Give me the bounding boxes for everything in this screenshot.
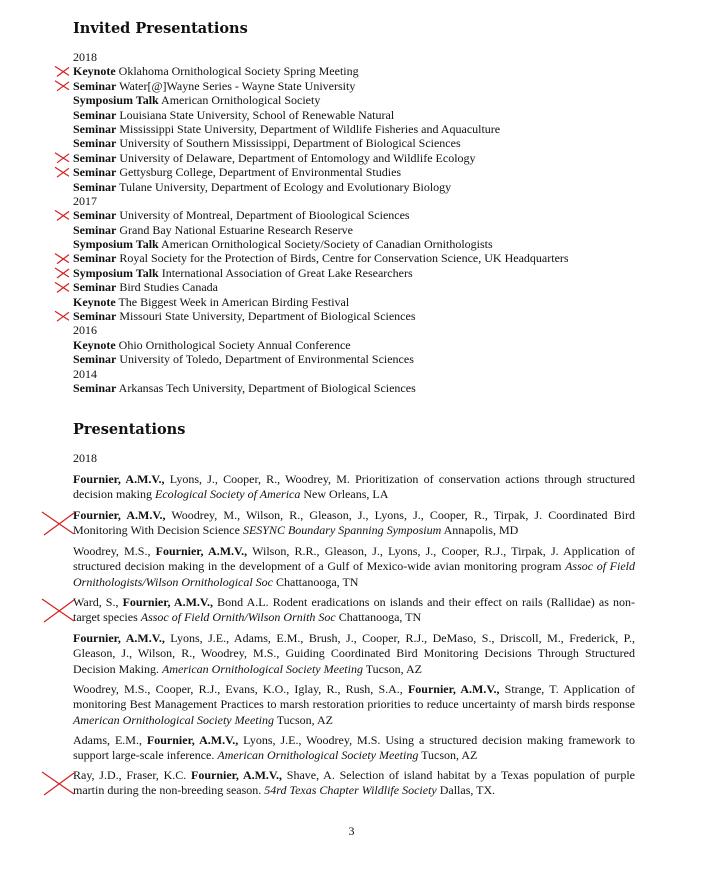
year-label: 2018 <box>73 50 97 64</box>
invited-item <box>73 165 653 179</box>
entry-text: New Orleans, LA <box>300 487 389 502</box>
red-cross-mark <box>42 772 74 795</box>
invited-item <box>73 295 653 309</box>
year-label: 2016 <box>73 323 97 338</box>
invited-heading: Invited Presentations <box>73 20 248 37</box>
venue-name: 54rd Texas Chapter Wildlife Society <box>264 783 437 798</box>
entry-text: Ray, J.D., Fraser, K.C. <box>73 768 191 782</box>
presentation-entry <box>73 682 635 728</box>
author-self: Fournier, A.M.V., <box>122 595 214 609</box>
invited-item <box>73 180 653 194</box>
presentation-venue: International Association of Great Lake Researchers <box>158 265 413 280</box>
red-cross-mark <box>55 81 69 91</box>
presentation-venue: Missouri State University, Department of Biological Sciences <box>116 309 416 324</box>
presentation-venue: Ohio Ornithological Society Annual Conference <box>115 337 351 352</box>
venue-name: Assoc of Field Ornith/Wilson Ornith Soc <box>140 610 336 625</box>
author-self: Fournier, A.M.V., <box>73 508 166 522</box>
red-cross-mark <box>42 512 74 535</box>
presentation-type: Seminar <box>73 179 117 194</box>
invited-list <box>73 50 653 395</box>
presentation-type: Seminar <box>73 380 117 395</box>
presentation-entry <box>73 768 635 799</box>
entry-text: Ward, S., <box>73 595 123 609</box>
author-self: Fournier, A.M.V., <box>73 631 165 645</box>
year-label: 2017 <box>73 193 97 208</box>
invited-item <box>73 338 653 352</box>
author-self: Fournier, A.M.V., <box>155 544 248 558</box>
red-cross-mark <box>42 599 74 622</box>
presentation-venue: American Ornithological Society/Society of Canadian Ornithologists <box>158 237 493 252</box>
presentation-venue: University of Delaware, Department of Entomology and Wildlife Ecology <box>116 150 476 165</box>
entry-text: Lyons, J.E., Adams, E.M., Brush, J., Cooper, R.J., DeMaso, S., Driscoll, M., Frederick, P., Gleason, J., Wilson, R., Woodrey, M.S., Guiding Coordinated Bird Monitoring Decisions Through Structured Decision Making. <box>73 631 636 676</box>
presentation-type: Keynote <box>73 64 116 79</box>
entry-text: Dallas, TX. <box>436 783 496 798</box>
presentation-venue: Bird Studies Canada <box>116 280 218 295</box>
presentation-venue: Arkansas Tech University, Department of Biological Sciences <box>116 380 416 395</box>
red-cross-mark <box>55 268 69 278</box>
presentation-entry <box>73 508 635 539</box>
invited-item <box>73 64 653 78</box>
venue-name: Assoc of Field Ornithologists/Wilson Ornithological Soc <box>73 559 635 589</box>
entry-text: Woodrey, M.S., <box>73 544 156 558</box>
invited-item <box>73 251 653 265</box>
presentation-venue: American Ornithological Society <box>158 93 321 108</box>
presentation-type: Seminar <box>73 280 117 295</box>
presentation-type: Seminar <box>73 208 117 223</box>
presentation-venue: Oklahoma Ornithological Society Spring Meeting <box>115 64 359 79</box>
page-number: 3 <box>348 824 355 838</box>
presentation-venue: Water[@]Wayne Series - Wayne State University <box>116 78 356 93</box>
red-cross-mark <box>55 153 69 163</box>
year-label: 2014 <box>73 366 97 381</box>
entry-text: Lyons, J.E., Woodrey, M.S. Using a structured decision making framework to support large-scale inference. <box>73 733 635 763</box>
presentation-type: Seminar <box>73 121 117 136</box>
presentation-type: Seminar <box>73 136 117 151</box>
presentation-type: Keynote <box>73 294 116 309</box>
presentation-venue: Louisiana State University, School of Renewable Natural <box>116 107 395 122</box>
presentation-venue: Tulane University, Department of Ecology and Evolutionary Biology <box>116 179 452 194</box>
entry-text: Strange, T. Application of monitoring Best Management Practices to marsh restoration priorities to reduce uncertainty of marsh birds response <box>73 682 636 712</box>
entry-text: Woodrey, M., Wilson, R., Gleason, J., Lyons, J., Cooper, R., Tirpak, J. Coordinated Bird Monitoring With Decision Science <box>73 508 635 538</box>
venue-name: SESYNC Boundary Spanning Symposium <box>242 523 442 538</box>
author-self: Fournier, A.M.V., <box>146 733 239 747</box>
invited-item <box>73 79 653 93</box>
entry-text: Annapolis, MD <box>441 523 519 538</box>
invited-item <box>73 309 653 323</box>
entry-text: Bond A.L. Rodent eradications on islands and their effect on rails (Rallidae) as non-target species <box>73 595 635 625</box>
invited-item <box>73 136 653 150</box>
red-cross-mark <box>55 167 69 177</box>
venue-name: American Ornithological Society Meeting <box>217 748 419 763</box>
red-cross-mark <box>55 311 69 321</box>
invited-item <box>73 122 653 136</box>
venue-name: American Ornithological Society Meeting <box>162 661 363 676</box>
presentation-entry <box>73 472 635 503</box>
invited-item <box>73 352 653 366</box>
invited-item <box>73 93 653 107</box>
invited-item <box>73 208 653 222</box>
presentation-type: Seminar <box>73 165 117 180</box>
author-self: Fournier, A.M.V., <box>73 472 165 486</box>
presentation-type: Seminar <box>73 352 117 367</box>
red-cross-mark <box>55 210 69 220</box>
entry-text: Lyons, J., Cooper, R., Woodrey, M. Prioritization of conservation actions through structured decision making <box>73 472 635 502</box>
presentation-venue: Mississippi State University, Department of Wildlife Fisheries and Aquaculture <box>116 121 501 136</box>
presentations-year: 2018 <box>73 451 97 465</box>
presentation-venue: University of Southern Mississippi, Department of Biological Sciences <box>116 136 461 151</box>
presentation-venue: Royal Society for the Protection of Birds, Centre for Conservation Science, UK Headquarters <box>116 251 569 266</box>
presentation-type: Seminar <box>73 309 117 324</box>
invited-item <box>73 151 653 165</box>
presentation-type: Keynote <box>73 337 116 352</box>
entry-text: Tucson, AZ <box>273 712 333 727</box>
red-cross-mark <box>55 254 69 264</box>
red-cross-mark <box>55 66 69 76</box>
red-cross-mark <box>55 282 69 292</box>
venue-name: Ecological Society of America <box>154 487 301 502</box>
presentation-venue: University of Toledo, Department of Environmental Sciences <box>116 352 414 367</box>
entry-text: Chattanooga, TN <box>273 574 359 589</box>
presentation-entry <box>73 595 635 626</box>
entry-text: Shave, A. Selection of island habitat by a Texas population of purple martin during the non-breeding season. <box>73 768 636 798</box>
entry-text: Woodrey, M.S., Cooper, R.J., Evans, K.O., Iglay, R., Rush, S.A., <box>73 682 408 696</box>
presentation-type: Seminar <box>73 107 117 122</box>
author-self: Fournier, A.M.V., <box>407 682 500 696</box>
entry-text: Wilson, R.R., Gleason, J., Lyons, J., Cooper, R.J., Tirpak, J. Application of structured decision making in the development of a Gulf of Mexico-wide avian monitoring program <box>73 544 635 574</box>
venue-name: American Ornithological Society Meeting <box>73 712 274 727</box>
presentation-venue: Grand Bay National Estuarine Research Reserve <box>116 222 353 237</box>
presentation-type: Seminar <box>73 251 117 266</box>
presentation-type: Seminar <box>73 78 117 93</box>
invited-item <box>73 280 653 294</box>
presentation-type: Seminar <box>73 222 117 237</box>
invited-item <box>73 108 653 122</box>
presentation-type: Symposium Talk <box>73 265 159 280</box>
entry-text: Tucson, AZ <box>362 661 422 676</box>
entry-text: Adams, E.M., <box>73 733 147 747</box>
invited-item <box>73 223 653 237</box>
presentation-entry <box>73 544 635 590</box>
presentation-entry <box>73 733 635 764</box>
presentation-type: Seminar <box>73 150 117 165</box>
invited-item <box>73 266 653 280</box>
presentation-venue: Gettysburg College, Department of Environmental Studies <box>116 165 402 180</box>
invited-item <box>73 237 653 251</box>
presentation-venue: The Biggest Week in American Birding Festival <box>115 294 350 309</box>
invited-item <box>73 381 653 395</box>
presentation-venue: University of Montreal, Department of Bioological Sciences <box>116 208 410 223</box>
entry-text: Tucson, AZ <box>418 748 478 763</box>
presentation-type: Symposium Talk <box>73 237 159 252</box>
presentations-heading: Presentations <box>73 421 186 438</box>
presentation-type: Symposium Talk <box>73 93 159 108</box>
entry-text: Chattanooga, TN <box>335 610 422 625</box>
presentation-entry <box>73 631 635 677</box>
author-self: Fournier, A.M.V., <box>190 768 283 782</box>
